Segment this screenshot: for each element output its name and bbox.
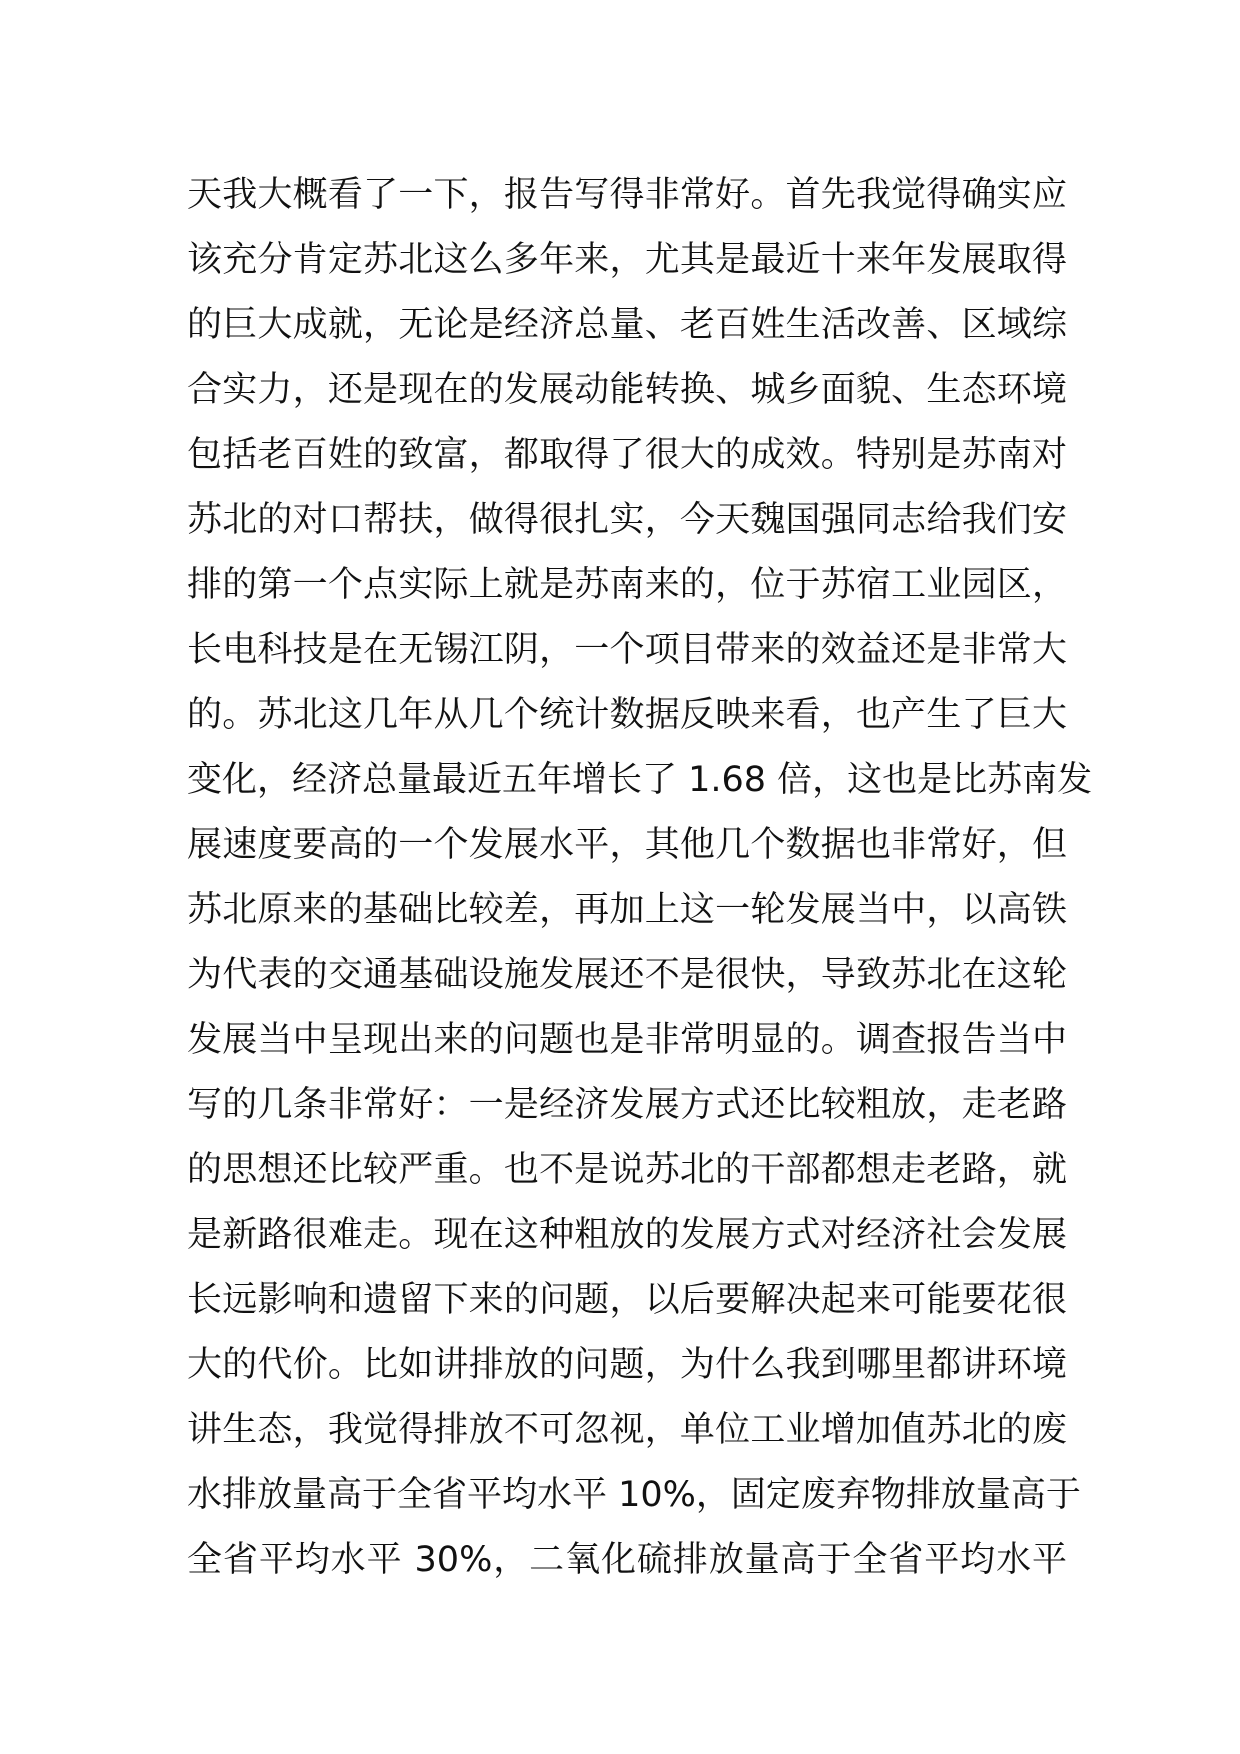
text-line: 发展当中呈现出来的问题也是非常明显的。调查报告当中 <box>187 1020 1067 1060</box>
text-line: 苏北原来的基础比较差，再加上这一轮发展当中，以高铁 <box>187 890 1067 930</box>
text-line: 苏北的对口帮扶，做得很扎实，今天魏国强同志给我们安 <box>187 500 1067 540</box>
body-text <box>187 163 1093 1593</box>
text-line: 变化，经济总量最近五年增长了 1.68 倍，这也是比苏南发 <box>187 760 1093 800</box>
text-line: 的。苏北这几年从几个统计数据反映来看，也产生了巨大 <box>187 695 1067 735</box>
text-line: 为代表的交通基础设施发展还不是很快，导致苏北在这轮 <box>187 955 1067 995</box>
text-line: 全省平均水平 30%，二氧化硫排放量高于全省平均水平 <box>187 1540 1067 1580</box>
text-line: 大的代价。比如讲排放的问题，为什么我到哪里都讲环境 <box>187 1345 1067 1385</box>
text-line: 的思想还比较严重。也不是说苏北的干部都想走老路，就 <box>187 1150 1067 1190</box>
text-line: 长远影响和遗留下来的问题，以后要解决起来可能要花很 <box>187 1280 1067 1320</box>
text-line: 水排放量高于全省平均水平 10%，固定废弃物排放量高于 <box>187 1475 1081 1515</box>
text-line: 写的几条非常好：一是经济发展方式还比较粗放，走老路 <box>187 1085 1067 1125</box>
text-line: 长电科技是在无锡江阴，一个项目带来的效益还是非常大 <box>187 630 1067 670</box>
text-line: 天我大概看了一下，报告写得非常好。首先我觉得确实应 <box>187 175 1067 215</box>
text-line: 合实力，还是现在的发展动能转换、城乡面貌、生态环境 <box>187 370 1067 410</box>
text-line: 排的第一个点实际上就是苏南来的，位于苏宿工业园区， <box>187 565 1067 605</box>
text-line: 讲生态，我觉得排放不可忽视，单位工业增加值苏北的废 <box>187 1410 1067 1450</box>
text-line: 是新路很难走。现在这种粗放的发展方式对经济社会发展 <box>187 1215 1067 1255</box>
text-line: 该充分肯定苏北这么多年来，尤其是最近十来年发展取得 <box>187 240 1067 280</box>
text-line: 展速度要高的一个发展水平，其他几个数据也非常好，但 <box>187 825 1067 865</box>
text-line: 的巨大成就，无论是经济总量、老百姓生活改善、区域综 <box>187 305 1067 345</box>
text-line: 包括老百姓的致富，都取得了很大的成效。特别是苏南对 <box>187 435 1067 475</box>
